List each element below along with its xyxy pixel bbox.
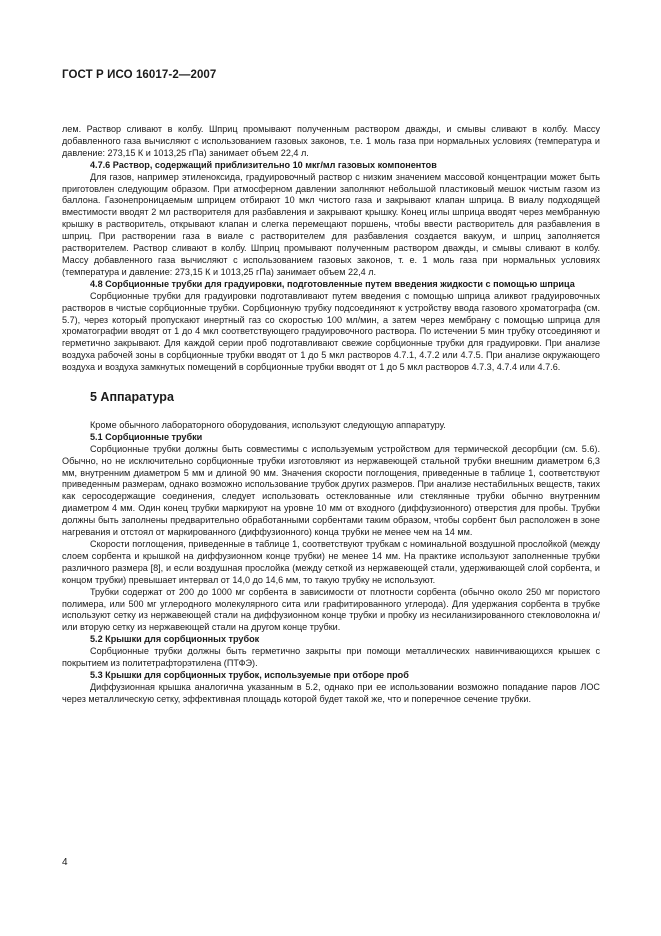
document-header: ГОСТ Р ИСО 16017-2—2007 (62, 69, 217, 81)
document-body (62, 124, 600, 706)
subsection-heading: 4.7.6 Раствор, содержащий приблизительно 10 мкг/мл газовых компонентов (90, 159, 437, 170)
subsection-heading: 5.2 Крышки для сорбционных трубок (90, 634, 260, 645)
paragraph: Сорбционные трубки для градуировки подготавливают путем введения с помощью шприца аликвот градуировочных растворов в чистые сорбционные трубки. Сорбционную трубку подсоединяют к устройству ввода газового хроматографа (см. 5.7), через который пропускают инертный газ со скоростью 100 мл/мин, а затем через мембрану с помощью шприца для хроматографии вводят от 1 до 4 мкл соответствующего градуировочного раствора. По истечении 5 мин трубку отсоединяют и герметично закрывают. Для каждой серии проб подготавливают свежие сорбционные трубки для градуировки. При анализе воздуха рабочей зоны в сорбционные трубки вводят от 1 до 5 мкл растворов 4.7.1, 4.7.2 или 4.7.5. При анализе окружающего воздуха и воздуха замкнутых помещений в сорбционные трубки вводят от 1 до 5 мкл растворов 4.7.3, 4.7.4 или 4.7.6. (62, 290, 600, 373)
subsection-heading: 5.3 Крышки для сорбционных трубок, используемые при отборе проб (90, 669, 409, 680)
page-number: 4 (62, 857, 68, 868)
paragraph: Сорбционные трубки должны быть герметично закрыты при помощи металлических навинчивающихся крышек с покрытием из политетрафторэтилена (ПТФЭ). (62, 646, 600, 669)
paragraph: Трубки содержат от 200 до 1000 мг сорбента в зависимости от плотности сорбента (обычно около 250 мг пористого полимера, или 500 мг углеродного молекулярного сита или графитированного углерода). Для удержания сорбента в трубке используют сетку из нержавеющей стали на диффузионном конце трубки и пробку из несиланизированного стекловолокна и/или вторую сетку из нержавеющей стали на другом конце трубки. (62, 586, 600, 633)
paragraph: Сорбционные трубки должны быть совместимы с используемым устройством для термической десорбции (см. 5.6). Обычно, но не исключительно сорбционные трубки изготовляют из нержавеющей стальной трубки внешним диаметром 6,3 мм, внутренним диаметром 5 мм и длиной 90 мм. Значения скорости поглощения, приведенные в таблице 1, соответствуют приведенным размерам, однако возможно использование трубок других размеров. При анализе нестабильных веществ, таких как серосодержащие соединения, следует использовать остеклованные или стеклянные трубки обычно внутренним диаметром 4 мм. Один конец трубки маркируют на уровне 10 мм от входного (диффузионного) отверстия для пробы. Трубки должны быть заполнены предварительно обработанными сорбентами таким образом, чтобы сорбент был расположен в зоне нагревания и отстоял от маркированного (диффузионного) конца трубки не менее чем на 14 мм. (62, 443, 600, 538)
subsection-heading: 5.1 Сорбционные трубки (90, 431, 203, 442)
paragraph: Скорости поглощения, приведенные в таблице 1, соответствуют трубкам с номинальной воздушной прослойкой (между слоем сорбента и крышкой на диффузионном конце трубки) не менее 14 мм. На практике используют заполненные трубки различного размера [8], и если воздушная прослойка (между сеткой из нержавеющей стали, удерживающей слой сорбента, и концом трубки) превышает интервал от 14,0 до 14,6 мм, то такую трубку не используют. (62, 539, 600, 585)
paragraph: Для газов, например этиленоксида, градуировочный раствор с низким значением массовой концентрации может быть приготовлен следующим образом. При атмосферном давлении заполняют небольшой пластиковый мешок чистым газом из баллона. Газонепроницаемым шприцем отбирают 10 мкл чистого газа и закрывают клапан шприца. В виалу подходящей вместимости вводят 2 мл растворителя для разбавления и закрывают крышку. Конец иглы шприца вводят через мембранную крышку в растворитель, открывают клапан и слегка перемещают поршень, чтобы ввести растворитель для разбавления в шприц. При растворении газа в виале с растворителем для разбавления создается вакуум, и шприц заполняется растворителем. Раствор сливают в колбу. Шприц промывают полученным раствором дважды, и смывы сливают в колбу. Массу добавленного газа вычисляют с использованием газовых законов, т. е. 1 моль газа при нормальных условиях (температура и давление: 273,15 К и 1013,25 гПа) занимает объем 22,4 л. (62, 171, 600, 277)
subsection-heading: 4.8 Сорбционные трубки для градуировки, подготовленные путем введения жидкости с помощью шприца (90, 278, 575, 289)
paragraph: Кроме обычного лабораторного оборудования, используют следующую аппаратуру. (90, 419, 446, 430)
section-heading: 5 Аппаратура (90, 390, 174, 405)
paragraph: лем. Раствор сливают в колбу. Шприц промывают полученным раствором дважды, и смывы сливают в колбу. Массу добавленного газа вычисляют с использованием газовых законов, т.е. 1 моль газа при нормальных условиях (температура и давление: 273,15 К и 1013,25 гПа) занимает объем 22,4 л. (62, 124, 600, 158)
paragraph: Диффузионная крышка аналогична указанным в 5.2, однако при ее использовании возможно попадание паров ЛОС через металлическую сетку, эффективная площадь которой будет такой же, что и поперечное сечение трубки. (62, 681, 600, 704)
